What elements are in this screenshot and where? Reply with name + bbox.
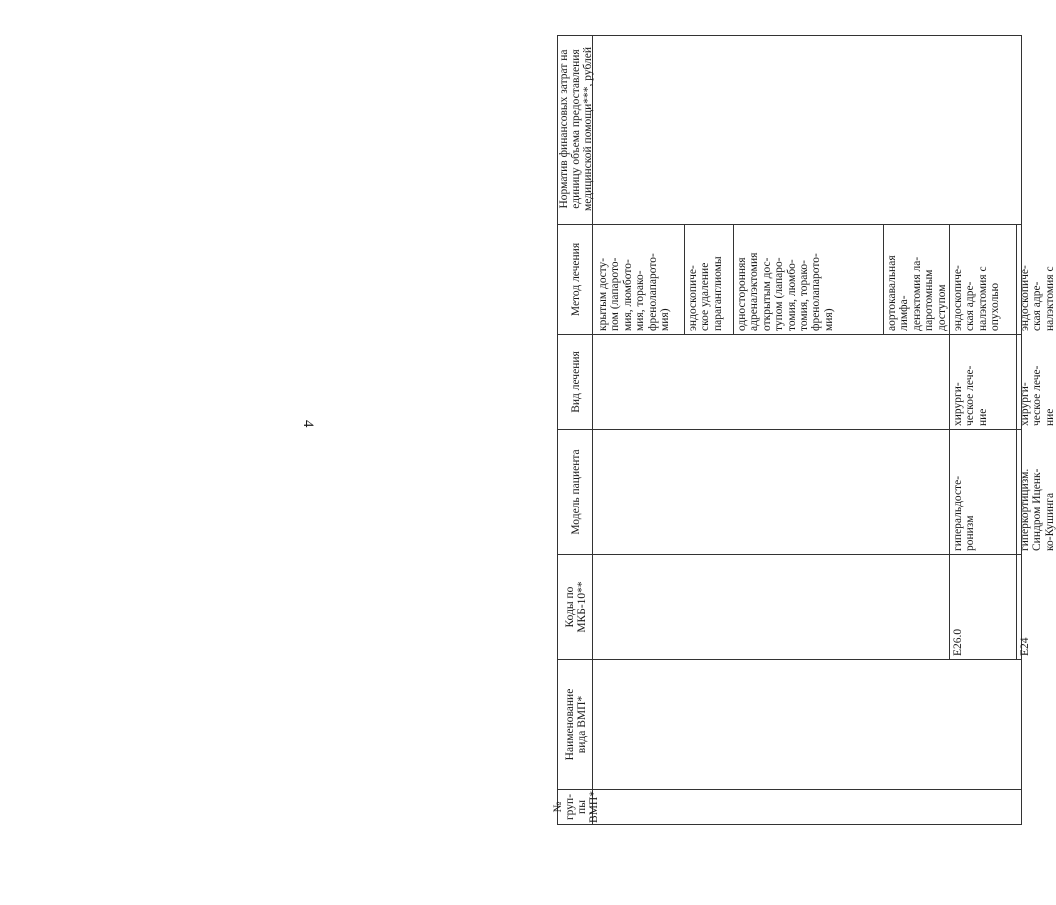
text-line: налэктомия с: [1043, 266, 1056, 331]
header-line: Вид лечения: [570, 351, 582, 413]
text-line: ронизм: [964, 515, 977, 551]
text-line: опухолью: [989, 282, 1002, 331]
table-body: [593, 35, 1022, 825]
header-line: медицинской помощи***, рублей: [582, 46, 594, 212]
text-line: доступом: [935, 284, 948, 331]
header-group-number: [552, 789, 600, 824]
table-header: [552, 35, 600, 825]
text-line: односторонняя: [736, 257, 748, 331]
code-cell: [1019, 558, 1031, 656]
column-divider: [593, 334, 1022, 335]
text-line: Синдром Иценк-: [1031, 468, 1044, 551]
method-cell: [886, 229, 948, 331]
text-line: пом (лапарото-: [609, 257, 622, 331]
kind-cell: [1019, 338, 1056, 426]
column-divider: [593, 789, 1022, 790]
text-line: ческое лече-: [964, 365, 977, 426]
header-line: Наименование: [564, 688, 576, 761]
row-divider: [1016, 225, 1017, 660]
method-cell: [1019, 229, 1056, 331]
text-line: E24: [1019, 637, 1031, 656]
header-kind: [558, 334, 594, 429]
text-line: тупом (лапаро-: [773, 257, 786, 331]
method-cell: [952, 229, 1002, 331]
model-cell: [952, 433, 977, 551]
text-line: ко-Кушинга: [1043, 492, 1056, 551]
text-line: хирурги-: [1019, 382, 1031, 426]
column-divider: [593, 429, 1022, 430]
model-cell: [1019, 433, 1056, 551]
header-model: [558, 429, 594, 554]
row-divider: [949, 225, 950, 335]
text-line: эндоскопиче-: [952, 265, 964, 331]
header-norm: [558, 34, 594, 224]
text-line: E26.0: [952, 628, 964, 656]
method-cell: [736, 229, 835, 331]
text-line: лимфа-: [898, 295, 911, 331]
column-divider: [593, 554, 1022, 555]
header-line: Модель пациента: [570, 449, 582, 535]
page-number: 4: [300, 420, 316, 428]
text-line: ческое лече-: [1031, 365, 1044, 426]
text-line: ние: [976, 408, 989, 426]
header-name: [558, 659, 594, 789]
method-divider: [733, 225, 734, 335]
text-line: ская адре-: [964, 281, 977, 331]
text-line: налэктомия с: [976, 266, 989, 331]
header-line: пы: [576, 800, 588, 814]
kind-cell: [952, 338, 989, 426]
header-line: Норматив финансовых затрат на: [558, 49, 570, 209]
text-line: мия): [659, 308, 672, 331]
text-line: хирурги-: [952, 382, 964, 426]
text-line: томия, люмбо-: [785, 259, 798, 331]
row-divider: [949, 335, 950, 660]
method-cell: [597, 229, 671, 331]
text-line: мия, торако-: [634, 270, 647, 331]
text-line: ское удаление: [699, 262, 712, 331]
text-line: открытым дос-: [760, 257, 773, 331]
text-line: френолапарото-: [646, 253, 659, 331]
text-line: томия, торако-: [798, 260, 811, 331]
column-divider: [593, 224, 1022, 225]
header-line: единицу объема предоставления: [570, 49, 582, 209]
method-divider: [883, 225, 884, 335]
text-line: аортокавальная: [886, 255, 898, 331]
text-line: мия, люмбото-: [621, 259, 634, 331]
text-line: параганглиомы: [711, 256, 724, 331]
method-divider: [684, 225, 685, 335]
text-line: гиперальдосте-: [952, 475, 964, 551]
text-line: крытым дoсту-: [597, 257, 609, 331]
text-line: ская адре-: [1031, 281, 1044, 331]
header-line: вида ВМП*: [576, 695, 588, 754]
text-line: денэктомия ла-: [910, 256, 923, 331]
header-method: [558, 224, 594, 334]
text-line: эндоскопиче-: [1019, 265, 1031, 331]
text-line: мия): [822, 308, 835, 331]
header-line: Метод лечения: [570, 242, 582, 317]
code-cell: [952, 558, 964, 656]
header-line: № груп-: [552, 793, 576, 821]
method-cell: [687, 229, 724, 331]
header-codes: [558, 554, 594, 659]
header-line: ВМП*: [588, 791, 600, 823]
header-line: Коды по: [564, 586, 576, 628]
text-line: эндоскопиче-: [687, 265, 699, 331]
text-line: адреналэктомия: [748, 252, 761, 331]
text-line: ние: [1043, 408, 1056, 426]
column-divider: [593, 659, 1022, 660]
treatment-table: [552, 35, 1056, 825]
text-line: гиперкортицизм.: [1019, 468, 1031, 551]
header-line: МКБ-10**: [576, 581, 588, 633]
text-line: паротомным: [923, 269, 936, 331]
text-line: френолапарото-: [810, 253, 823, 331]
